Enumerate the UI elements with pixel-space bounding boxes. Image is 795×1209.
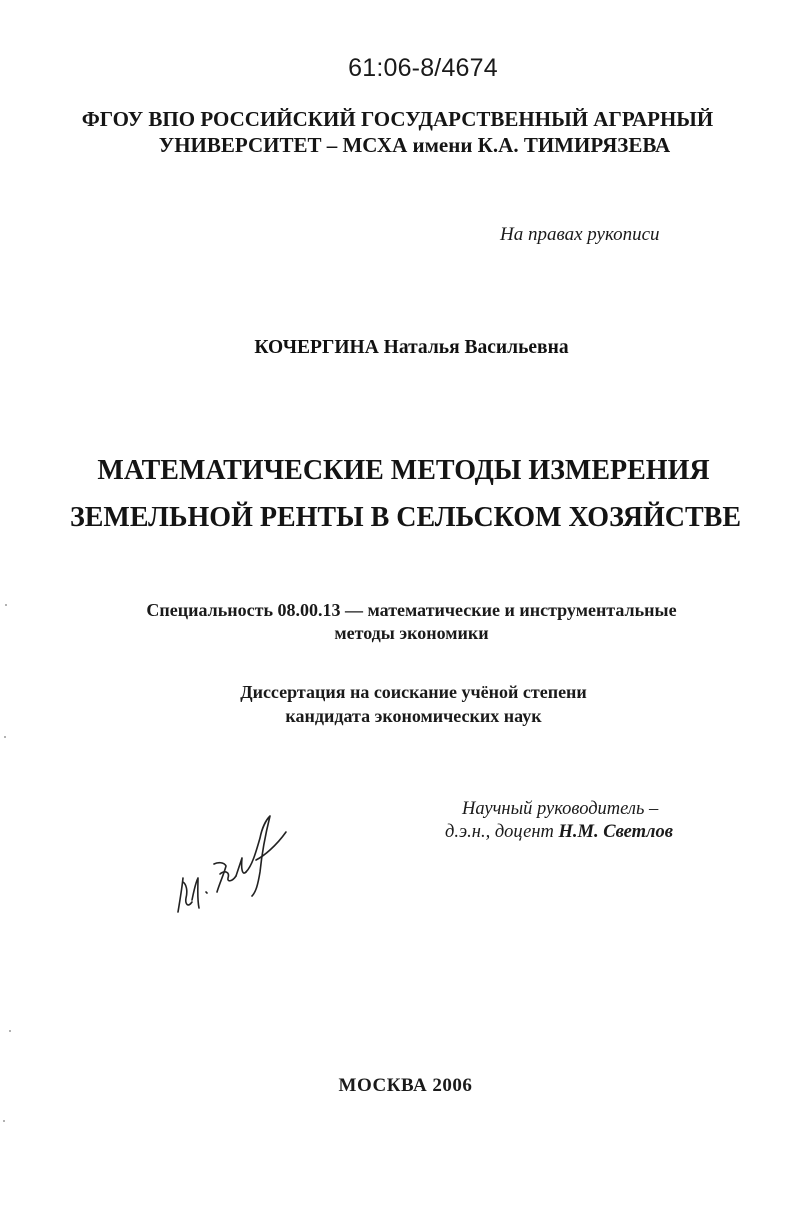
institution-line-2: УНИВЕРСИТЕТ – МСХА имени К.А. ТИМИРЯЗЕВА — [158, 133, 671, 157]
specialty-line-2: методы экономики — [334, 623, 489, 643]
scan-speck — [5, 604, 7, 606]
supervisor-details — [445, 821, 725, 844]
institution-line-1: ФГОУ ВПО РОССИЙСКИЙ ГОСУДАРСТВЕННЫЙ АГРАРНЫЙ — [81, 107, 714, 131]
degree-line-1: Диссертация на соискание учёной степени — [240, 682, 587, 702]
supervisor-title: д.э.н., доцент — [445, 822, 554, 842]
scan-speck — [9, 1030, 11, 1032]
handwritten-signature — [170, 812, 300, 922]
specialty-line-1: Специальность 08.00.13 — математические и инструментальные — [146, 600, 677, 620]
city-and-year: МОСКВА 2006 — [338, 1075, 473, 1096]
supervisor-label: Научный руководитель – — [462, 799, 659, 819]
supervisor-name: Н.М. Светлов — [558, 822, 673, 842]
dissertation-title-line-2: ЗЕМЕЛЬНОЙ РЕНТЫ В СЕЛЬСКОМ ХОЗЯЙСТВЕ — [69, 502, 742, 533]
author-name: КОЧЕРГИНА Наталья Васильевна — [254, 337, 569, 358]
manuscript-rights-note: На правах рукописи — [500, 224, 660, 245]
scan-speck — [4, 736, 6, 738]
scan-speck — [3, 1120, 5, 1122]
degree-line-2: кандидата экономических наук — [285, 706, 542, 726]
archive-stamp-number: 61:06-8/4674 — [348, 54, 498, 82]
dissertation-title-line-1: МАТЕМАТИЧЕСКИЕ МЕТОДЫ ИЗМЕРЕНИЯ — [97, 455, 710, 486]
